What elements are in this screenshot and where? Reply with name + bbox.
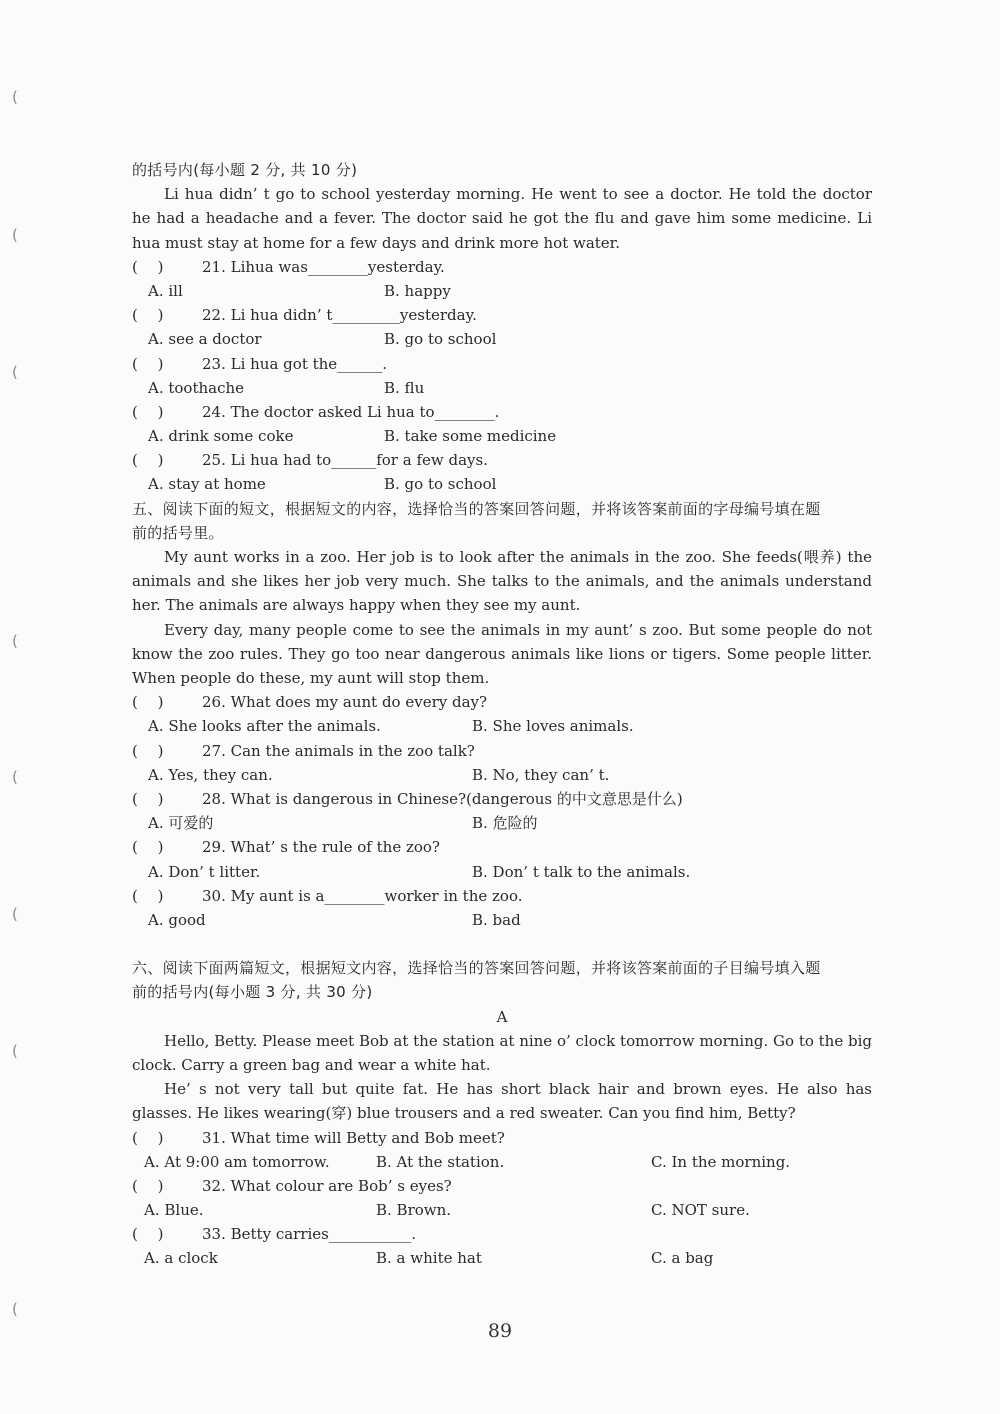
option-c: C. a bag — [651, 1249, 714, 1268]
option-b: B. go to school — [384, 475, 497, 494]
answer-bracket[interactable]: ( ) — [132, 886, 164, 905]
question-text: 31. What time will Betty and Bob meet? — [202, 1128, 505, 1147]
option-a: A. Don’ t litter. — [148, 862, 261, 881]
answer-blank: _________ — [332, 306, 400, 325]
answer-blank: ________ — [324, 886, 385, 905]
question-29 — [132, 835, 872, 883]
question-text: 23. Li hua got the — [202, 354, 338, 373]
question-21 — [132, 255, 872, 303]
option-c: C. In the morning. — [651, 1152, 791, 1171]
answer-blank: ________ — [307, 257, 368, 276]
page-number: 89 — [487, 1320, 513, 1342]
question-text-end: . — [494, 402, 500, 421]
option-a: A. a clock — [144, 1249, 218, 1268]
question-text: 25. Li hua had to — [202, 451, 332, 470]
section6-heading: 六、阅读下面两篇短文，根据短文内容，选择恰当的答案回答问题，并将该答案前面的子目编号填入题 — [132, 959, 821, 978]
question-23 — [132, 352, 872, 400]
binding-margin — [12, 0, 32, 1414]
answer-bracket[interactable]: ( ) — [132, 1225, 164, 1244]
option-a: A. good — [148, 910, 206, 929]
answer-bracket[interactable]: ( ) — [132, 402, 164, 421]
section6-paragraph-2: He’ s not very tall but quite fat. He has short black hair and brown eyes. He also has glasses. He likes wearing(穿) blue trousers and a red sweater. Can you find him, Betty? — [132, 1080, 872, 1123]
option-a: A. 可爱的 — [148, 814, 214, 833]
section5-heading: 五、阅读下面的短文，根据短文的内容，选择恰当的答案回答问题，并将该答案前面的字母编号填在题 — [132, 499, 821, 518]
section6-heading-cont: 前的括号内(每小题 3 分, 共 30 分) — [132, 983, 373, 1002]
question-text-end: . — [382, 354, 387, 373]
margin-mark: ( — [12, 1042, 18, 1060]
option-b: B. No, they can’ t. — [472, 765, 610, 784]
answer-bracket[interactable]: ( ) — [132, 257, 164, 276]
option-a: A. At 9:00 am tomorrow. — [144, 1152, 330, 1171]
question-text: 33. Betty carries — [202, 1225, 329, 1244]
option-b: B. take some medicine — [384, 427, 557, 446]
question-30 — [132, 884, 872, 932]
question-text: 27. Can the animals in the zoo talk? — [202, 741, 475, 760]
option-b: B. go to school — [384, 330, 497, 349]
answer-bracket[interactable]: ( ) — [132, 1128, 164, 1147]
section4-instruction: 的括号内(每小题 2 分, 共 10 分) — [132, 161, 358, 179]
question-text: 26. What does my aunt do every day? — [202, 693, 488, 712]
option-a: A. She looks after the animals. — [148, 717, 381, 736]
option-a: A. drink some coke — [148, 427, 294, 446]
answer-bracket[interactable]: ( ) — [132, 354, 164, 373]
answer-bracket[interactable]: ( ) — [132, 790, 164, 809]
question-26 — [132, 690, 872, 738]
question-text: 32. What colour are Bob’ s eyes? — [202, 1176, 452, 1195]
option-a: A. stay at home — [148, 475, 266, 494]
option-a: A. Yes, they can. — [148, 765, 273, 784]
option-b: B. Brown. — [376, 1201, 452, 1220]
section5-paragraph-2: Every day, many people come to see the animals in my aunt’ s zoo. But some people do not know the zoo rules. They go too near dangerous animals like lions or tigers. Some people litter. When people do these, my aunt will stop them. — [132, 620, 872, 688]
option-b: B. happy — [384, 281, 451, 300]
option-b: B. a white hat — [376, 1249, 482, 1268]
margin-mark: ( — [12, 363, 18, 381]
question-32 — [132, 1174, 872, 1222]
option-a: A. ill — [148, 281, 183, 300]
question-24 — [132, 400, 872, 448]
margin-mark: ( — [12, 632, 18, 650]
question-22 — [132, 303, 872, 351]
answer-blank: ______ — [337, 354, 383, 373]
option-c: C. NOT sure. — [651, 1201, 750, 1220]
question-33 — [132, 1222, 872, 1270]
answer-bracket[interactable]: ( ) — [132, 306, 164, 325]
answer-bracket[interactable]: ( ) — [132, 693, 164, 712]
option-b: B. 危险的 — [472, 814, 538, 833]
answer-bracket[interactable]: ( ) — [132, 1176, 164, 1195]
section5-paragraph-1: My aunt works in a zoo. Her job is to look after the animals in the zoo. She feeds(喂养) the animals and she likes her job very much. She talks to the animals, and the animals understand her. The animals are always happy when they see my aunt. — [132, 548, 872, 615]
option-a: A. toothache — [148, 378, 245, 397]
margin-mark: ( — [12, 768, 18, 786]
question-text: 30. My aunt is a — [202, 886, 325, 905]
question-text: 24. The doctor asked Li hua to — [202, 402, 435, 421]
passage-label: A — [496, 1007, 508, 1026]
margin-mark: ( — [12, 905, 18, 923]
question-text: 21. Lihua was — [202, 257, 308, 276]
section5-heading-cont: 前的括号里。 — [132, 523, 224, 542]
answer-blank: ______ — [331, 451, 377, 470]
worksheet-content — [132, 158, 872, 1271]
option-b: B. At the station. — [376, 1152, 505, 1171]
question-text: 28. What is dangerous in Chinese?(dangerous 的中文意思是什么) — [202, 790, 683, 809]
answer-bracket[interactable]: ( ) — [132, 741, 164, 760]
question-27 — [132, 739, 872, 787]
margin-mark: ( — [12, 226, 18, 244]
question-31 — [132, 1126, 872, 1174]
question-text-end: yesterday. — [399, 306, 477, 325]
question-text-end: yesterday. — [367, 257, 445, 276]
margin-mark: ( — [12, 88, 18, 106]
option-b: B. Don’ t talk to the animals. — [472, 862, 691, 881]
question-text-end: for a few days. — [376, 451, 488, 470]
question-text: 29. What’ s the rule of the zoo? — [202, 838, 440, 857]
margin-mark: ( — [12, 1300, 18, 1318]
answer-blank: ________ — [434, 402, 495, 421]
option-a: A. see a doctor — [148, 330, 262, 349]
section4-passage: Li hua didn’ t go to school yesterday morning. He went to see a doctor. He told the doctor he had a headache and a fever. The doctor said he got the flu and gave him some medicine. Li hua must stay at home for a few days and drink more hot water. — [132, 185, 872, 252]
question-25 — [132, 448, 872, 496]
question-28 — [132, 787, 872, 835]
question-text-end: . — [411, 1225, 417, 1244]
answer-bracket[interactable]: ( ) — [132, 838, 164, 857]
answer-blank: ___________ — [328, 1225, 412, 1244]
question-text-end: worker in the zoo. — [384, 886, 523, 905]
option-b: B. flu — [384, 378, 425, 397]
option-a: A. Blue. — [144, 1201, 204, 1220]
option-b: B. bad — [472, 910, 521, 929]
option-b: B. She loves animals. — [472, 717, 634, 736]
answer-bracket[interactable]: ( ) — [132, 451, 164, 470]
section6-paragraph-1: Hello, Betty. Please meet Bob at the station at nine o’ clock tomorrow morning. Go to the big clock. Carry a green bag and wear a white hat. — [132, 1031, 872, 1074]
question-text: 22. Li hua didn’ t — [202, 306, 333, 325]
